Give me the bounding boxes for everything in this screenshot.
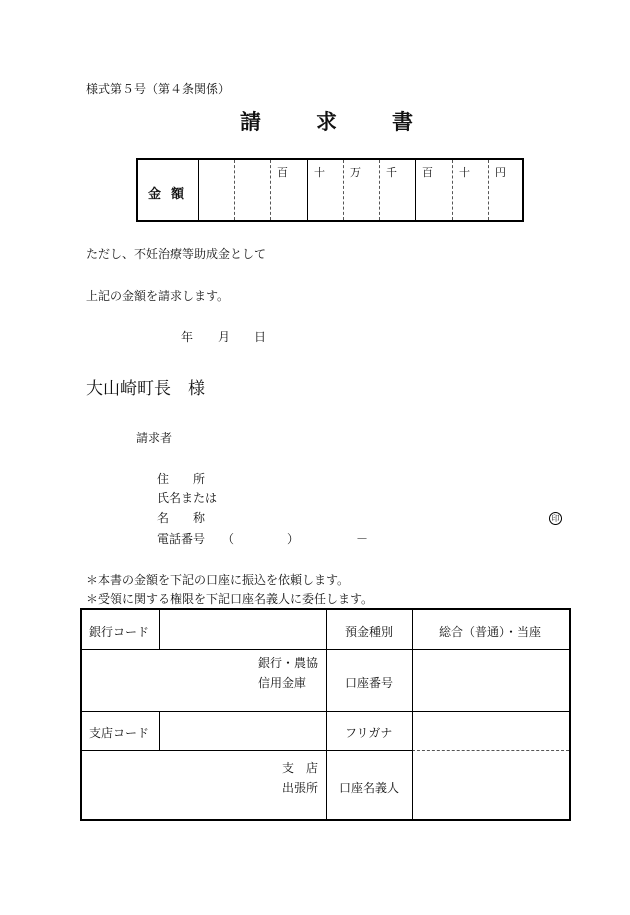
phone-dash: － [356, 532, 369, 546]
account-holder-label: 口座名義人 [339, 781, 400, 795]
deposit-type-value[interactable]: 総合（普通）・当座 [439, 625, 542, 639]
amount-label: 金額 [148, 187, 195, 202]
digit-unit-label: 千 [386, 166, 397, 179]
phone-label: 電話番号 [157, 532, 206, 546]
branch-name-field[interactable] [82, 751, 277, 819]
bank-kind-label-2: 信用金庫 [258, 676, 307, 690]
document-title [240, 106, 420, 132]
purpose-text: ただし、不妊治療等助成金として [86, 247, 267, 261]
account-number-field[interactable] [413, 650, 569, 711]
digit-unit-label: 十 [314, 166, 325, 179]
digit-unit-label: 円 [495, 166, 506, 179]
amount-digit-cell[interactable] [453, 160, 489, 220]
address-label: 住 所 [157, 472, 206, 486]
name-label-line2: 名 称 [157, 511, 206, 525]
title-char-2: 求 [316, 110, 337, 134]
table-rule [326, 610, 327, 819]
amount-digit-cell[interactable] [344, 160, 380, 220]
branch-code-field[interactable] [160, 712, 326, 750]
bank-account-table [80, 608, 571, 821]
amount-digit-cell[interactable] [271, 160, 308, 220]
date-month-label: 月 [218, 330, 231, 344]
request-text: 上記の金額を請求します。 [86, 289, 230, 303]
form-number: 様式第５号（第４条関係） [86, 82, 231, 96]
bank-code-label: 銀行コード [89, 625, 150, 639]
furigana-label: フリガナ [345, 726, 393, 740]
amount-digit-cell[interactable] [235, 160, 271, 220]
amount-digit-cell[interactable] [489, 160, 522, 220]
claimant-heading: 請求者 [136, 431, 173, 445]
digit-unit-label: 百 [277, 166, 288, 179]
phone-close-paren: ） [287, 532, 300, 546]
amount-digit-cell[interactable] [380, 160, 416, 220]
branch-kind-label-1: 支 店 [282, 761, 319, 775]
digit-unit-label: 万 [350, 166, 361, 179]
digit-unit-label: 十 [459, 166, 470, 179]
table-rule [327, 750, 412, 751]
amount-digit-cell[interactable] [308, 160, 344, 220]
digit-unit-label: 百 [422, 166, 433, 179]
note-transfer: ＊本書の金額を下記の口座に振込を依頼します。 [86, 573, 350, 587]
bank-name-field[interactable] [82, 650, 252, 711]
note-delegation: ＊受領に関する権限を下記口座名義人に委任します。 [86, 592, 374, 606]
title-char-3: 書 [392, 110, 413, 134]
furigana-field[interactable] [413, 712, 569, 750]
addressee: 大山崎町長 様 [86, 379, 205, 399]
amount-digit-cell[interactable] [199, 160, 235, 220]
seal-mark: 印 [549, 512, 562, 525]
account-number-label: 口座番号 [345, 676, 394, 690]
deposit-type-label: 預金種別 [345, 625, 394, 639]
title-char-1: 請 [240, 110, 261, 134]
account-holder-field[interactable] [413, 751, 569, 819]
amount-box [136, 158, 524, 222]
date-year-label: 年 [181, 330, 194, 344]
branch-code-label: 支店コード [89, 726, 150, 740]
amount-label-cell [138, 160, 199, 220]
branch-kind-label-2: 出張所 [282, 781, 319, 795]
amount-digit-cell[interactable] [416, 160, 453, 220]
phone-open-paren: （ [222, 532, 235, 546]
name-label-line1: 氏名または [157, 491, 218, 505]
date-day-label: 日 [254, 330, 267, 344]
bank-kind-label-1: 銀行・農協 [258, 656, 319, 670]
bank-code-field[interactable] [160, 610, 326, 649]
